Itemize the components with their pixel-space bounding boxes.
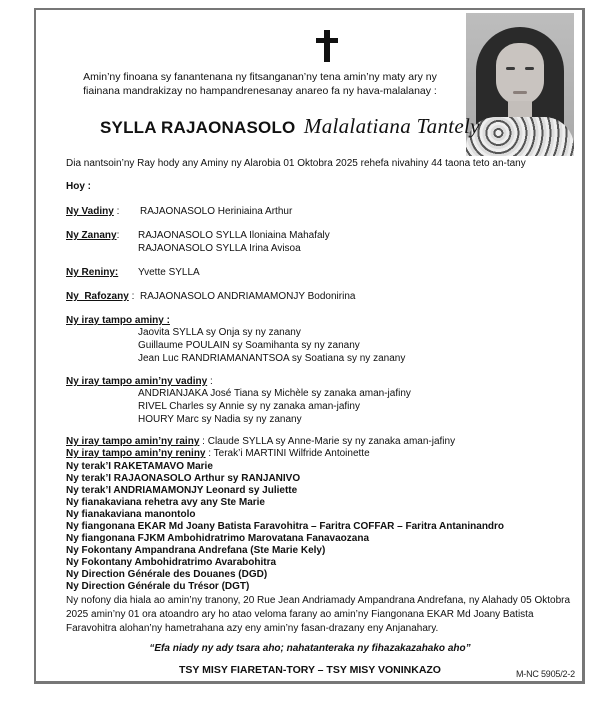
announcement: Dia nantsoin’ny Ray hody any Aminy ny Alarobia 01 Oktobra 2025 rehefa nivahiny 44 taona teto an-tany bbox=[66, 158, 526, 169]
photo-mouth bbox=[513, 91, 527, 94]
mother-label: Ny Reniny: bbox=[66, 267, 119, 278]
separator: : bbox=[207, 376, 213, 387]
deceased-name bbox=[100, 114, 480, 139]
sibling-entry: Jean Luc RANDRIAMANANTSOA sy Soatiana sy ny zanany bbox=[138, 353, 406, 364]
spouse-row bbox=[66, 205, 119, 218]
other-entry: Ny Direction Générale des Douanes (DGD) bbox=[66, 569, 268, 580]
inlaw-row bbox=[66, 290, 134, 303]
separator: : bbox=[116, 230, 120, 241]
child-name: RAJAONASOLO SYLLA Iloniaina Mahafaly bbox=[138, 230, 330, 241]
inlaw-label: Ny Rafozany bbox=[66, 291, 129, 302]
other-entry: Ny terak’I RAKETAMAVO Marie bbox=[66, 461, 213, 472]
other-entry: Ny terak’I RAJAONASOLO Arthur sy RANJANIVO bbox=[66, 473, 301, 484]
children-row bbox=[66, 229, 119, 242]
cross-icon bbox=[316, 30, 338, 62]
other-entry: Ny Fokontany Ambohidratrimo Avarabohitra bbox=[66, 557, 277, 568]
photo-eye bbox=[525, 67, 534, 70]
other-entry: Ny fiangonana FJKM Ambohidratrimo Marovatana Fanavaozana bbox=[66, 533, 370, 544]
child-name: RAJAONASOLO SYLLA Irina Avisoa bbox=[138, 243, 301, 254]
photo-eye bbox=[506, 67, 515, 70]
bible-quote: “Efa niady ny ady tsara aho; nahatanteraka ny fihazakazahako aho” bbox=[149, 643, 471, 654]
spouse-sibling-entry: ANDRIANJAKA José Tiana sy Michèle sy zanaka aman-jafiny bbox=[138, 388, 411, 399]
mother-side-row bbox=[66, 447, 370, 460]
spouse-label: Ny Vadiny bbox=[66, 206, 114, 217]
sibling-entry: Guillaume POULAIN sy Soamihanta sy ny zanany bbox=[138, 340, 360, 351]
photo-face bbox=[496, 43, 544, 105]
photo-shirt bbox=[466, 117, 574, 156]
reference-code: M-NC 5905/2-2 bbox=[516, 669, 575, 679]
other-entry: Ny Fokontany Ampandrana Andrefana (Ste Marie Kely) bbox=[66, 545, 326, 556]
spouse-siblings-label: Ny iray tampo amin’ny vadiny bbox=[66, 376, 208, 387]
deceased-given-name: Malalatiana Tantely bbox=[303, 114, 480, 138]
separator: : bbox=[128, 291, 135, 302]
separator: : bbox=[113, 206, 120, 217]
intro-line: fiainana mandrakizay no hampandrenesanay anareo fa ny hava-malalanay : bbox=[83, 85, 437, 97]
other-entry: Ny fianakaviana manontolo bbox=[66, 509, 196, 520]
hoy-label: Hoy : bbox=[66, 181, 91, 192]
intro-line: Amin’ny finoana sy fanantenana ny fitsanganan’ny tena amin’ny maty ary ny bbox=[83, 71, 437, 83]
portrait-photo bbox=[466, 13, 574, 156]
other-entry: Ny Direction Générale du Trésor (DGT) bbox=[66, 581, 250, 592]
sibling-entry: Jaovita SYLLA sy Onja sy ny zanany bbox=[138, 327, 301, 338]
intro-text bbox=[60, 70, 460, 98]
mother-side-label: Ny iray tampo amin’ny reniny bbox=[66, 448, 206, 459]
children-label: Ny Zanany bbox=[66, 230, 117, 241]
mother-name: Yvette SYLLA bbox=[138, 267, 200, 278]
spouse-sibling-entry: RIVEL Charles sy Annie sy ny zanaka aman-jafiny bbox=[138, 401, 360, 412]
father-side-text: : Claude SYLLA sy Anne-Marie sy ny zanaka aman-jafiny bbox=[199, 436, 456, 447]
other-entry: Ny terak’I ANDRIAMAMONJY Leonard sy Juliette bbox=[66, 485, 298, 496]
inlaw-name: RAJAONASOLO ANDRIAMAMONJY Bodonirina bbox=[140, 291, 356, 302]
father-side-label: Ny iray tampo amin’ny rainy bbox=[66, 436, 200, 447]
other-entry: Ny fiangonana EKAR Md Joany Batista Faravohitra – Faritra COFFAR – Faritra Antaninandro bbox=[66, 521, 505, 532]
spouse-name: RAJAONASOLO Heriniaina Arthur bbox=[140, 206, 293, 217]
no-flowers-motto: TSY MISY FIARETAN-TORY – TSY MISY VONINKAZO bbox=[179, 664, 441, 676]
other-entry: Ny fianakaviana rehetra avy any Ste Marie bbox=[66, 497, 265, 508]
siblings-label: Ny iray tampo aminy : bbox=[66, 315, 170, 326]
deceased-surname: SYLLA RAJAONASOLO bbox=[100, 118, 296, 137]
funeral-details: Ny nofony dia hiala ao amin’ny tranony, 20 Rue Jean Andriamady Ampandrana Andrefana, ny Alahady 05 Oktobra 2025 amin’ny 01 ora atoandro ary ho atao veloma farany ao amin’ny Fiangonana EKAR Md Joany Batista Faravohitra alohan’ny hametrahana azy eny amin’ny fasan-drazany eny Anjanahary. bbox=[66, 595, 571, 634]
spouse-sibling-entry: HOURY Marc sy Nadia sy ny zanany bbox=[138, 414, 302, 425]
mother-side-text: : Terak’i MARTINI Wilfride Antoinette bbox=[205, 448, 370, 459]
